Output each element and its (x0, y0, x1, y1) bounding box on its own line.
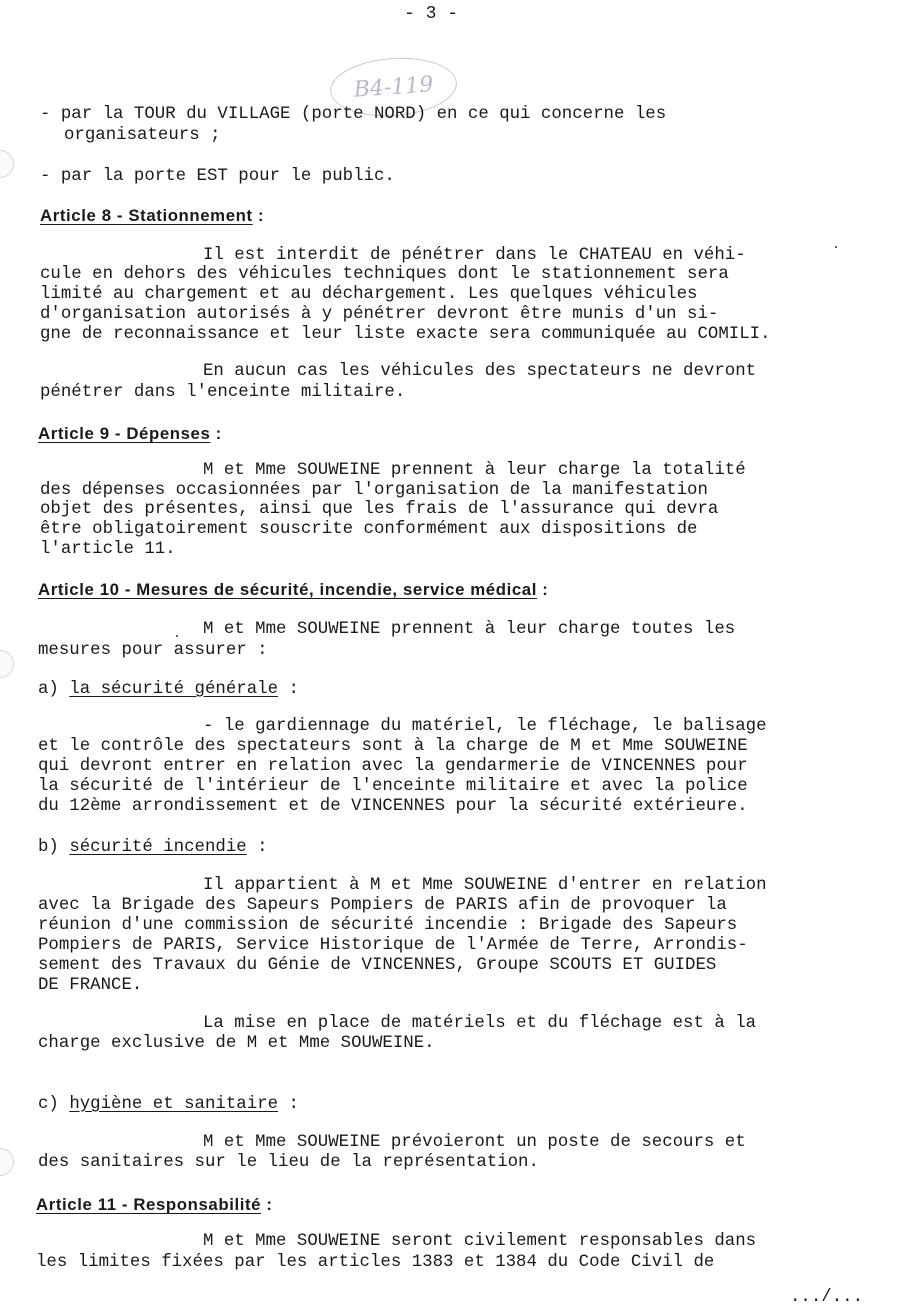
continuation-mark: .../... (790, 1288, 864, 1307)
text-line: organisateurs ; (64, 126, 221, 145)
text-line: M et Mme SOUWEINE prévoieront un poste de secours et (203, 1133, 746, 1152)
text-line: des sanitaires sur le lieu de la représentation. (38, 1153, 539, 1172)
heading-text: Article 9 - Dépenses (38, 424, 211, 443)
text-line: La mise en place de matériels et du fléchage est à la (203, 1014, 757, 1033)
section-title: hygiène et sanitaire (69, 1095, 279, 1114)
text-line: l'article 11. (40, 540, 176, 559)
section-colon: : (278, 1095, 299, 1114)
section-colon: : (278, 680, 299, 699)
heading-colon: : (252, 206, 265, 225)
text-line: du 12ème arrondissement et de VINCENNES pour la sécurité extérieure. (38, 797, 748, 816)
text-line: M et Mme SOUWEINE prennent à leur charge la totalité (203, 461, 746, 480)
section-prefix: a) (38, 680, 70, 699)
text-line: mesures pour assurer : (38, 641, 268, 660)
text-line: DE FRANCE. (38, 976, 143, 995)
text-line: d'organisation autorisés à y pénétrer devront être munis d'un si- (40, 305, 719, 324)
punch-hole (0, 150, 14, 178)
ink-speck (835, 246, 837, 248)
text-line: limité au chargement et au déchargement. Les quelques véhicules (40, 285, 698, 304)
text-line: En aucun cas les véhicules des spectateurs ne devront (203, 362, 757, 381)
text-line: avec la Brigade des Sapeurs Pompiers de PARIS afin de provoquer la (38, 896, 727, 915)
article-8-heading (40, 206, 264, 226)
text-line: des dépenses occasionnées par l'organisation de la manifestation (40, 481, 708, 500)
punch-hole (0, 1148, 14, 1176)
text-line: gne de reconnaissance et leur liste exacte sera communiquée au COMILI. (40, 325, 771, 344)
text-line: Pompiers de PARIS, Service Historique de l'Armée de Terre, Arrondis- (38, 936, 748, 955)
ink-speck (176, 635, 178, 637)
text-line: M et Mme SOUWEINE seront civilement responsables dans (203, 1232, 757, 1251)
article-9-heading (38, 424, 222, 444)
section-c-heading (38, 1095, 299, 1115)
text-line: charge exclusive de M et Mme SOUWEINE. (38, 1034, 435, 1053)
section-prefix: c) (38, 1095, 70, 1114)
text-line: cule en dehors des véhicules techniques dont le stationnement sera (40, 265, 729, 284)
section-prefix: b) (38, 838, 70, 857)
punch-hole (0, 650, 14, 678)
heading-colon: : (210, 424, 222, 443)
text-line: - par la porte EST pour le public. (40, 167, 395, 186)
section-title: sécurité incendie (69, 838, 247, 857)
heading-text: Article 11 - Responsabilité (36, 1195, 262, 1214)
text-line: être obligatoirement souscrite conformément aux dispositions de (40, 520, 698, 539)
text-line: Il appartient à M et Mme SOUWEINE d'entrer en relation (203, 876, 767, 895)
heading-colon: : (536, 580, 549, 599)
section-colon: : (246, 838, 268, 857)
section-a-heading (38, 680, 299, 700)
text-line: réunion d'une commission de sécurité incendie : Brigade des Sapeurs (38, 916, 738, 935)
text-line: - le gardiennage du matériel, le fléchage, le balisage (203, 717, 767, 736)
text-line: Il est interdit de pénétrer dans le CHATEAU en véhi- (203, 246, 746, 265)
article-11-heading (36, 1195, 273, 1215)
text-line: - par la TOUR du VILLAGE (porte NORD) en ce qui concerne les (40, 105, 667, 124)
heading-text: Article 8 - Stationnement (40, 206, 253, 225)
article-10-heading (38, 580, 548, 600)
heading-colon: : (261, 1195, 273, 1214)
text-line: la sécurité de l'intérieur de l'enceinte militaire et avec la police (38, 777, 748, 796)
text-line: les limites fixées par les articles 1383 et 1384 du Code Civil de (36, 1253, 715, 1272)
text-line: objet des présentes, ainsi que les frais de l'assurance qui devra (40, 500, 719, 519)
section-b-heading (38, 838, 268, 858)
text-line: qui devront entrer en relation avec la gendarmerie de VINCENNES pour (38, 757, 748, 776)
page-number: - 3 - (404, 4, 459, 24)
text-line: sement des Travaux du Génie de VINCENNES, Groupe SCOUTS ET GUIDES (38, 956, 717, 975)
section-title: la sécurité générale (69, 680, 279, 699)
text-line: et le contrôle des spectateurs sont à la charge de M et Mme SOUWEINE (38, 737, 748, 756)
heading-text: Article 10 - Mesures de sécurité, incendie, service médical (38, 580, 537, 599)
text-line: M et Mme SOUWEINE prennent à leur charge toutes les (203, 620, 736, 639)
archive-stamp: B4-119 (328, 54, 459, 121)
text-line: pénétrer dans l'enceinte militaire. (40, 383, 406, 402)
